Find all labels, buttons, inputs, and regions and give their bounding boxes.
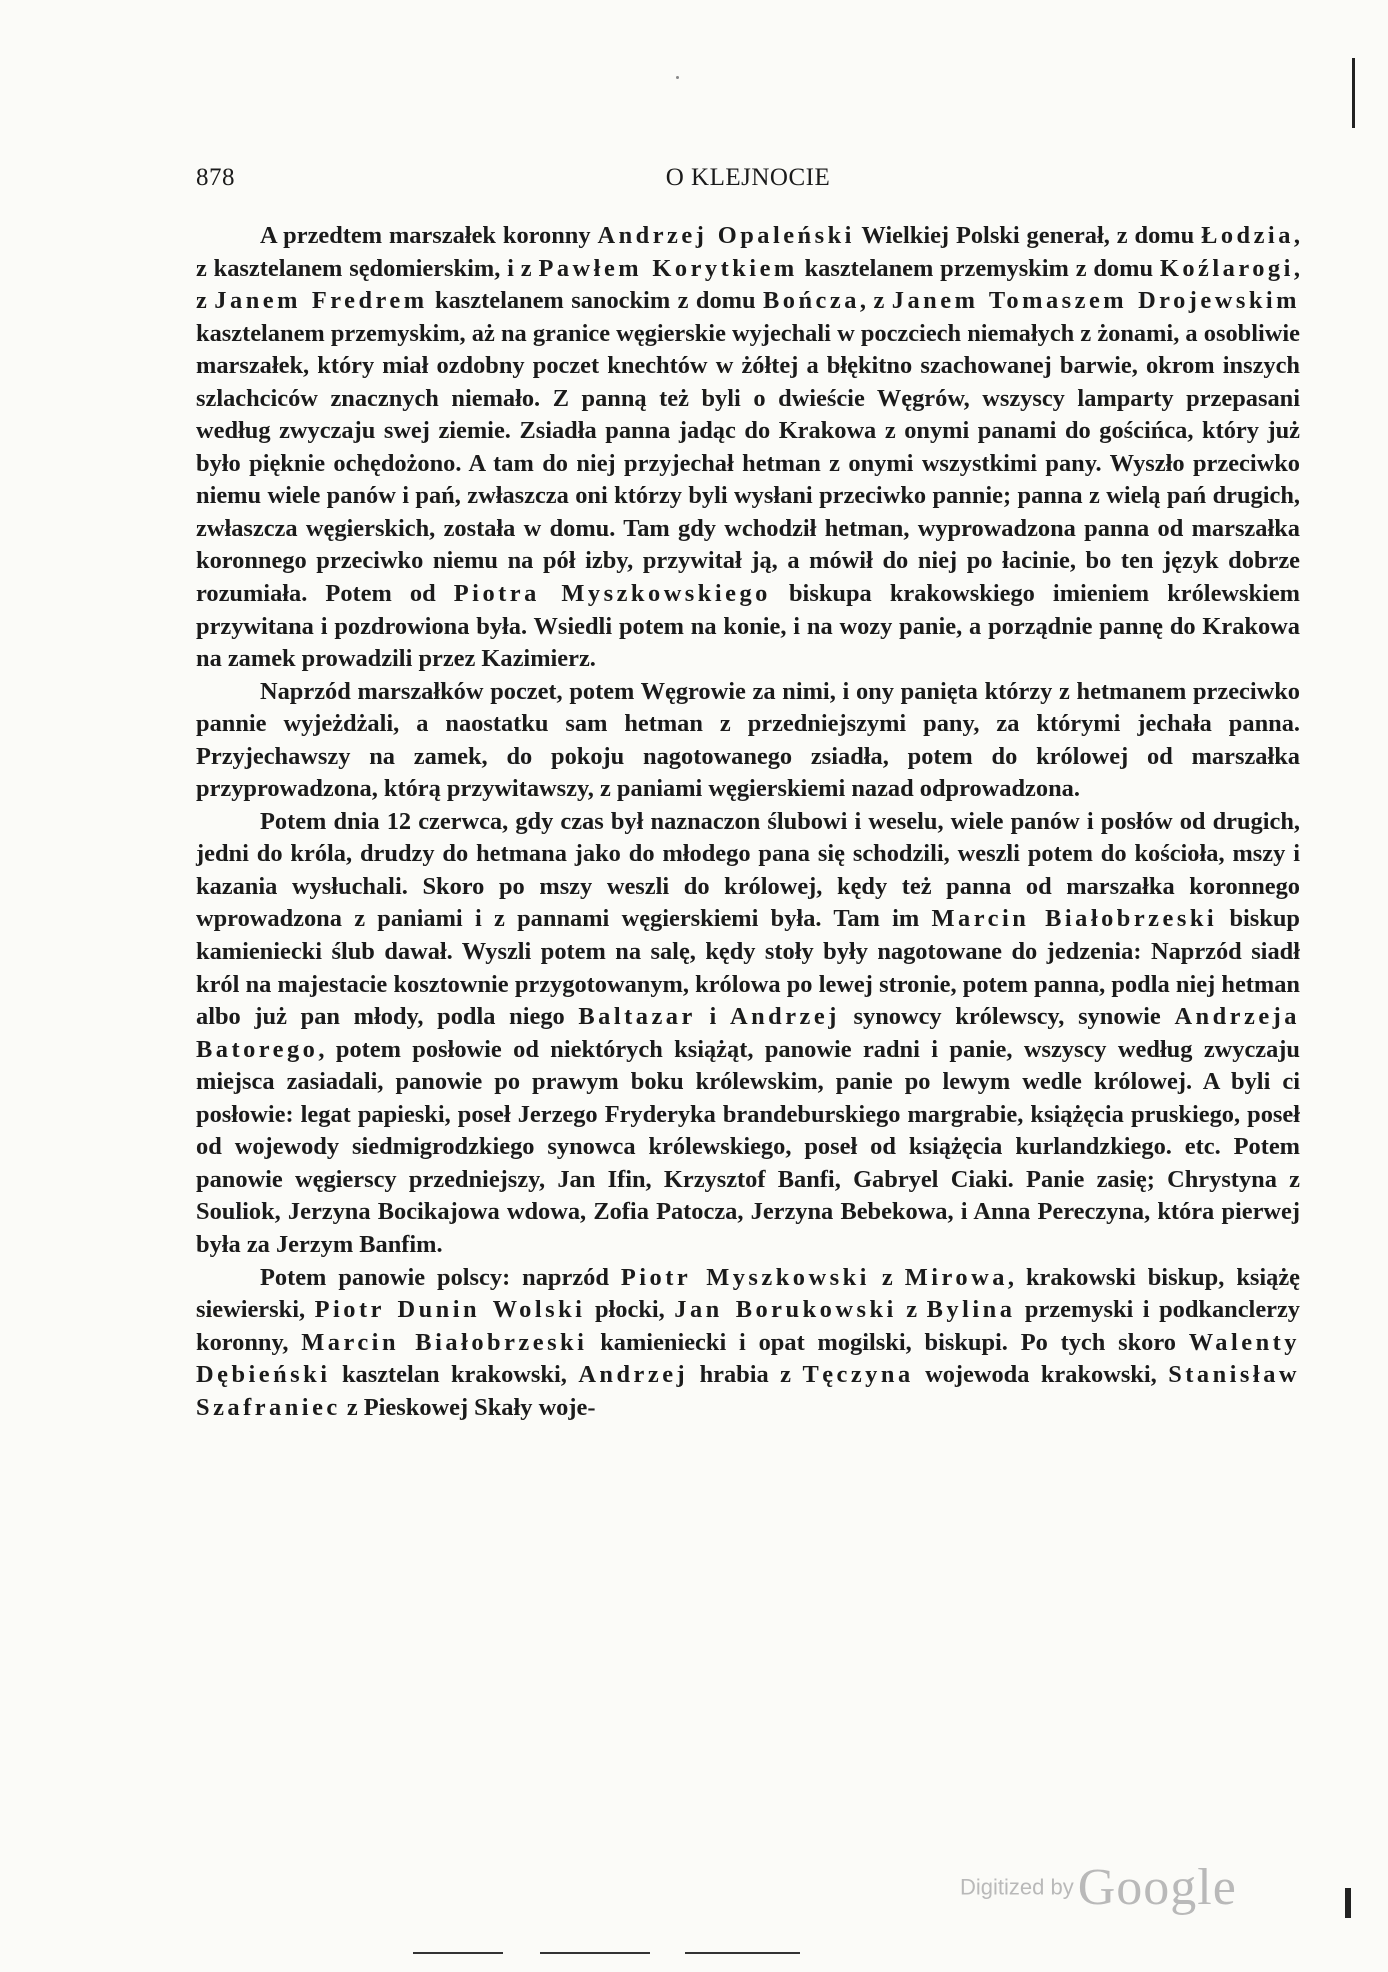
spaced-name: Andrzej xyxy=(578,1361,689,1389)
text-run: Potem dnia 12 czerwca, gdy czas był naznaczon ślubowi i weselu, wiele panów i posłów od drugich, jedni do króla, drudzy do hetmana jako do młodego pana się schodzili, weszli potem do kościoła, mszy i kazania wysłuchali. Skoro po mszy weszli do królowej, kędy też panna od marszałka koronnego wprowadzona z paniami i z pannami węgierskiemi była. Tam im xyxy=(196,807,1300,933)
spaced-name: Stanisław Szafraniec xyxy=(196,1361,1301,1421)
text-run: kamieniecki i opat mogilski, biskupi. Po tych skoro xyxy=(587,1328,1189,1356)
text-run: kasztelanem przemyskim, aż na granice węgierskie wyjechali w poczciech niemałych z żonami, a osobliwie marszałek, który miał ozdobny poczet knechtów w żółtej a błękitno szachowanej barwie, okrom inszych szlachciców znacznych niemało. Z panną też byli o dwieście Węgrów, wszyscy lamparty przepasani według zwyczaju swej ziemie. Zsiadła panna jadąc do Krakowa z onymi panami do gościńca, który już było pięknie ochędożono. A tam do niej przyjechał hetman z onymi wszystkimi pany. Wyszło przeciwko niemu wiele panów i pań, zwłaszcza oni którzy byli wysłani przeciwko pannie; panna z wielą pań drugich, zwłaszcza węgierskich, została w domu. Tam gdy wchodził hetman, wyprowadzona panna od marszałka koronnego przeciwko niemu na pół izby, przywitał ją, a mówił do niej po łacinie, bo ten język dobrze rozumiała. Potem od xyxy=(196,319,1300,608)
scan-line xyxy=(540,1952,650,1954)
text-run: biskup kamieniecki ślub dawał. Wyszli potem na salę, kędy stoły były nagotowane do jedzenia: Naprzód siadł król na majestacie kosztownie przygotowanym, królowa po lewej stronie, potem panna, podla niej hetman albo już pan młody, podla niego xyxy=(196,905,1300,1031)
text-run: kasztelanem przemyskim z domu xyxy=(797,254,1160,282)
text-run: z xyxy=(869,1263,905,1291)
spaced-name: Tęczyna xyxy=(802,1361,914,1389)
digitized-by-label: Digitized by xyxy=(960,1874,1074,1900)
scan-speck xyxy=(676,76,679,79)
text-run: z xyxy=(896,1296,927,1324)
text-run: synowcy królewscy, synowie xyxy=(839,1003,1175,1031)
scan-margin-mark xyxy=(1352,58,1355,128)
spaced-name: Marcin Białobrzeski xyxy=(301,1328,588,1356)
scan-line xyxy=(413,1952,503,1954)
text-run: biskupa krakowskiego imieniem królewskiem przywitana i pozdrowiona była. Wsiedli potem na konie, i na wozy panie, a porządnie pannę do Krakowa na zamek prowadzili przez Kazimierz. xyxy=(196,580,1300,673)
text-run: i xyxy=(695,1003,730,1031)
text-run: kasztelan krakowski, xyxy=(330,1361,579,1389)
text-run: hrabia z xyxy=(688,1361,803,1389)
google-logo: Google xyxy=(1077,1859,1237,1916)
running-title: O KLEJNOCIE xyxy=(665,164,831,191)
spaced-name: Jan Borukowski xyxy=(674,1296,897,1324)
spaced-name: Pawłem Korytkiem xyxy=(538,254,798,282)
page-header xyxy=(196,164,1300,204)
text-run: , z xyxy=(196,254,1300,315)
text-run: , z xyxy=(859,287,892,315)
text-run: Potem panowie polscy: naprzód xyxy=(260,1263,621,1291)
spaced-name: Piotra Myszkowskiego xyxy=(453,580,771,608)
text-run: Naprzód marszałków poczet, potem Węgrowie za nimi, i ony panięta którzy z hetmanem przeciwko pannie wyjeżdżali, a naostatku sam hetman z przedniejszymi pany, za którymi jechała panna. Przyjechawszy na zamek, do pokoju nagotowanego zsiadła, potem do królowej od marszałka przyprowadzona, którą przywitawszy, z paniami węgierskiemi nazad odprowadzona. xyxy=(196,677,1300,803)
spaced-name: Andrzej Opaleński xyxy=(597,222,855,249)
digitized-by-google-watermark xyxy=(960,1858,1237,1918)
text-run: płocki, xyxy=(585,1296,675,1324)
spaced-name: Marcin Białobrzeski xyxy=(931,905,1218,933)
text-run: , krakowski biskup, książę siewierski, xyxy=(196,1263,1300,1324)
spaced-name: Andrzej xyxy=(729,1003,840,1031)
scan-line xyxy=(685,1952,800,1954)
spaced-name: Andrzeja Batorego xyxy=(196,1003,1300,1063)
paragraph xyxy=(196,806,1300,1262)
page-number: 878 xyxy=(196,164,235,191)
spaced-name: Baltazar xyxy=(578,1003,696,1031)
spaced-name: Bończa xyxy=(763,287,860,315)
text-run: przemyski i podkanclerzy koronny, xyxy=(196,1296,1300,1356)
text-run: , z kasztelanem sędomierskim, i z xyxy=(196,222,1300,282)
paragraph xyxy=(196,676,1300,806)
text-run: , potem posłowie od niektórych książąt, panowie radni i panie, wszyscy według zwyczaju miejsca zasiadali, panowie po prawym boku królewskim, panie po lewym wedle królowej. A byli ci posłowie: legat papieski, poseł Jerzego Fryderyka brandeburskiego margrabie, książęcia pruskiego, poseł od wojewody siedmigrodzkiego synowca królewskiego, poseł od książęcia kurlandzkiego. etc. Potem panowie węgierscy przedniejszy, Jan Ifin, Krzysztof Banfi, Gabryel Ciaki. Panie zasię; Chrystyna z Souliok, Jerzyna Bocikajowa wdowa, Zofia Patocza, Jerzyna Bebekowa, i Anna Pereczyna, która pierwej była za Jerzym Banfim. xyxy=(196,1035,1300,1258)
body-text xyxy=(196,220,1300,1424)
spaced-name: Piotr Dunin Wolski xyxy=(314,1296,586,1324)
text-run: kasztelanem sanockim z domu xyxy=(427,287,764,315)
text-run: Wielkiej Polski generał, z domu xyxy=(854,222,1202,249)
spaced-name: Mirowa xyxy=(904,1263,1008,1291)
text-run: z Pieskowej Skały woje- xyxy=(340,1393,596,1421)
spaced-name: Koźlarogi xyxy=(1159,254,1294,282)
scan-margin-mark-bottom xyxy=(1345,1888,1351,1918)
text-run: wojewoda krakowski, xyxy=(913,1361,1169,1389)
spaced-name: Łodzia xyxy=(1201,222,1294,249)
spaced-name: Bylina xyxy=(926,1296,1016,1324)
paragraph xyxy=(196,1262,1300,1425)
spaced-name: Walenty Dębieński xyxy=(196,1328,1300,1389)
spaced-name: Piotr Myszkowski xyxy=(620,1263,870,1291)
text-run: A przedtem marszałek koronny xyxy=(260,222,598,249)
spaced-name: Janem Fredrem xyxy=(214,287,428,315)
spaced-name: Janem Tomaszem Drojewskim xyxy=(891,287,1300,315)
paragraph xyxy=(196,220,1300,676)
